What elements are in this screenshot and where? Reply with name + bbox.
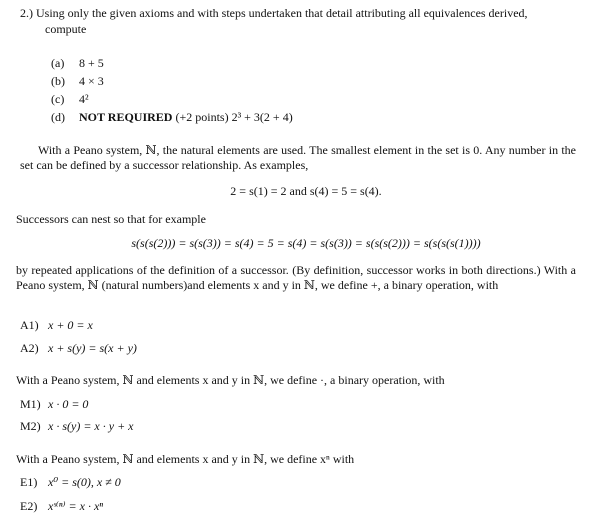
option-list <box>51 54 612 126</box>
axiom-a2 <box>20 341 612 356</box>
axiom-a1 <box>20 318 612 333</box>
option-label: (a) <box>51 56 65 70</box>
axiom-text: x · s(y) = x · y + x <box>48 419 134 433</box>
axiom-m2 <box>20 419 612 434</box>
axiom-label: M1) <box>20 397 41 411</box>
option-text: (+2 points) 2³ + 3(2 + 4) <box>172 110 293 124</box>
paragraph-addition-def: by repeated applications of the definition of a successor. (By definition, successor works in both directions.) With a Peano system, ℕ (natural numbers)and elements x and y in ℕ, we define +, a binary operation, with <box>16 263 576 292</box>
option-d <box>51 108 612 126</box>
axiom-label: E1) <box>20 475 38 489</box>
axiom-text: x + s(y) = s(x + y) <box>48 341 137 355</box>
option-b <box>51 72 612 90</box>
option-label: (b) <box>51 74 65 88</box>
axiom-text: x⁰ = s(0), x ≠ 0 <box>48 475 121 489</box>
equation-successor-example: 2 = s(1) = 2 and s(4) = 5 = s(4). <box>230 184 382 198</box>
question-line-2: compute <box>45 22 87 36</box>
equation-nested-successors: s(s(s(2))) = s(s(3)) = s(4) = 5 = s(4) = s(s(3)) = s(s(s(2))) = s(s(s(s(1)))) <box>131 236 481 250</box>
question-heading <box>20 6 580 21</box>
option-a <box>51 54 612 72</box>
axiom-label: E2) <box>20 499 38 513</box>
axiom-e2 <box>20 499 612 514</box>
axiom-text: x + 0 = x <box>48 318 93 332</box>
paragraph-successors: Successors can nest so that for example <box>16 212 206 226</box>
axiom-label: A2) <box>20 341 39 355</box>
paragraph-peano-intro: With a Peano system, ℕ, the natural elements are used. The smallest element in the set is 0. Any number in the set can be defined by a successor relationship. As examples, <box>20 143 576 172</box>
option-c <box>51 90 612 108</box>
axiom-e1 <box>20 475 612 490</box>
option-text: 4² <box>79 92 89 106</box>
option-bold: NOT REQUIRED <box>79 110 173 124</box>
option-text: 8 + 5 <box>79 56 104 70</box>
axiom-text: xˢ⁽ⁿ⁾ = x · xⁿ <box>48 499 104 513</box>
question-line-1: Using only the given axioms and with steps undertaken that detail attributing all equivalences derived, <box>36 6 528 20</box>
option-label: (c) <box>51 92 65 106</box>
axiom-label: A1) <box>20 318 39 332</box>
paragraph-multiplication-def: With a Peano system, ℕ and elements x and y in ℕ, we define ·, a binary operation, with <box>16 373 445 387</box>
option-label: (d) <box>51 110 65 124</box>
paragraph-exponent-def: With a Peano system, ℕ and elements x and y in ℕ, we define xⁿ with <box>16 452 355 466</box>
axiom-text: x · 0 = 0 <box>48 397 89 411</box>
axiom-label: M2) <box>20 419 41 433</box>
axiom-m1 <box>20 397 612 412</box>
question-number: 2.) <box>20 6 33 20</box>
option-text: 4 × 3 <box>79 74 104 88</box>
